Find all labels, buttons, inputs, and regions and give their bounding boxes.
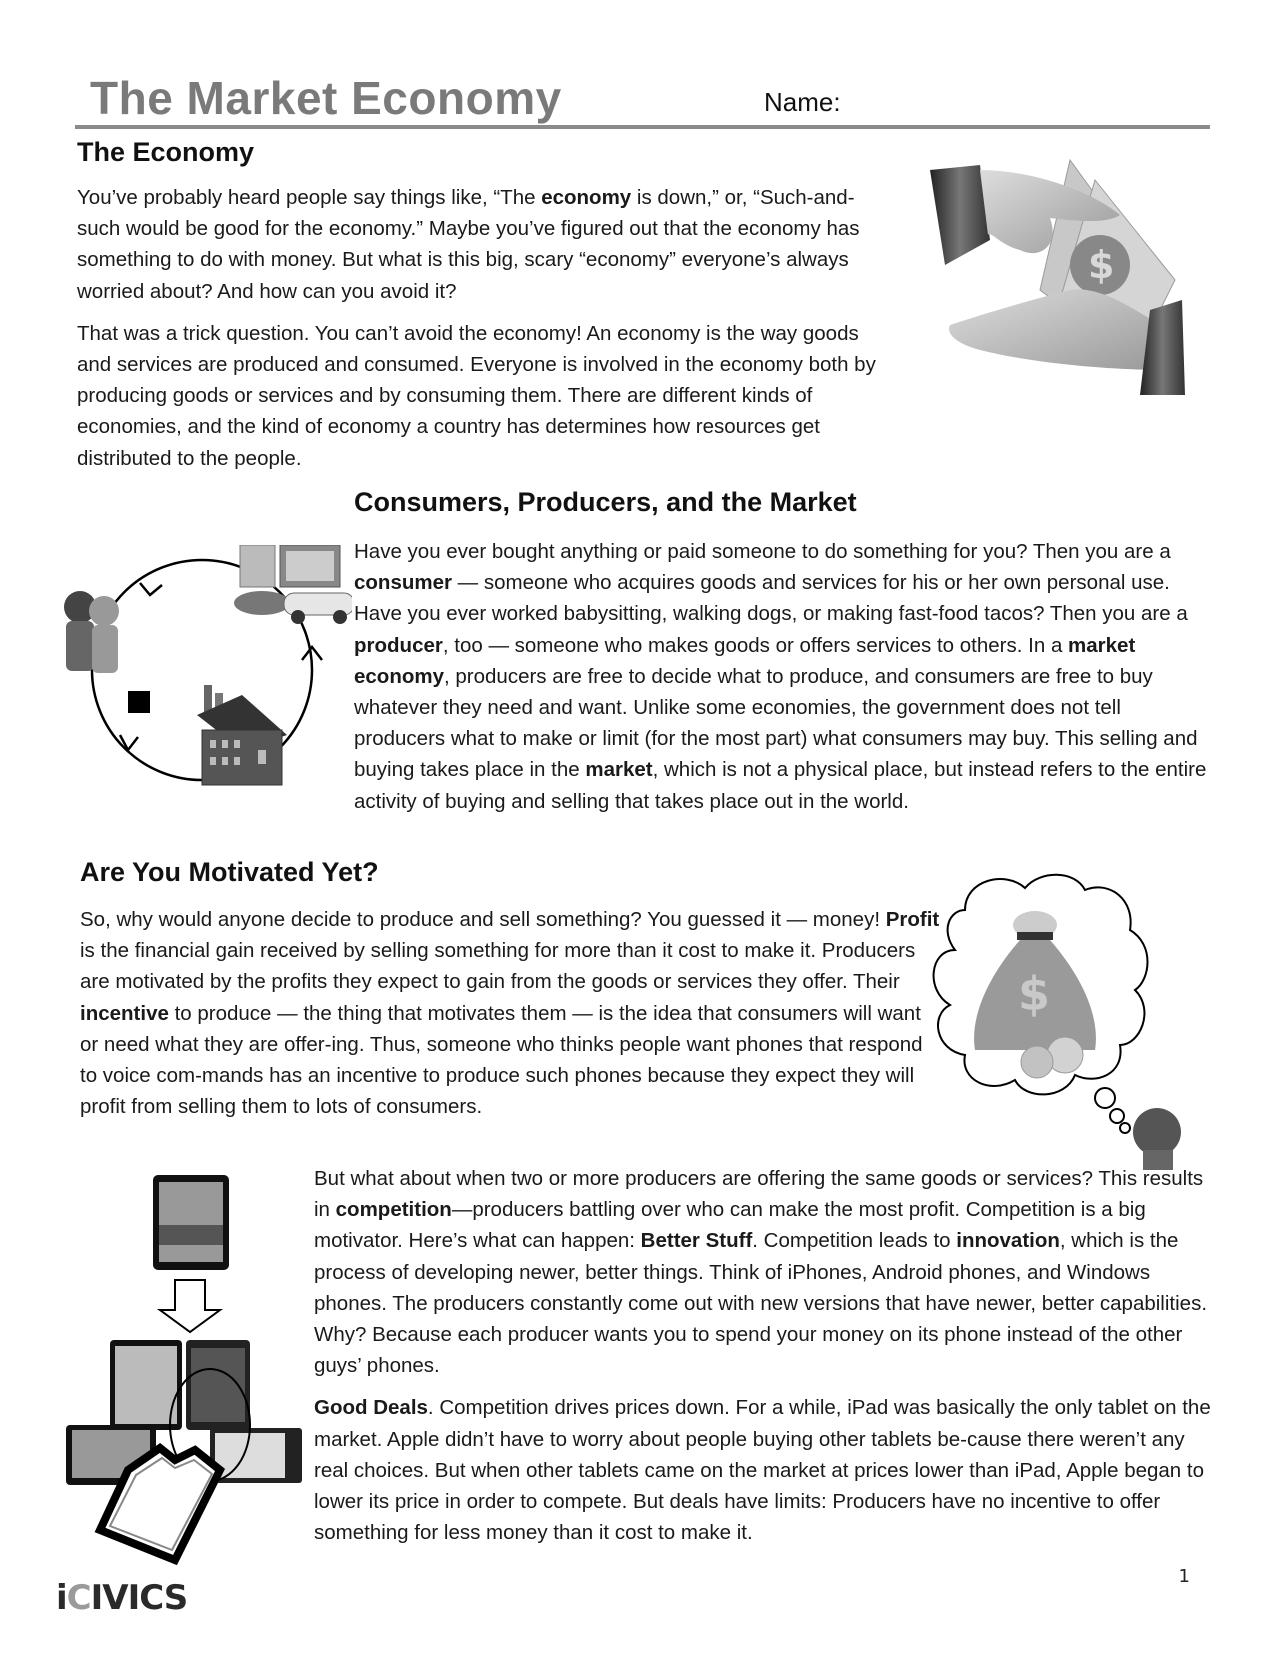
economy-paragraph-2: That was a trick question. You can’t avoid the economy! An economy is the way goods and services are produced and consumed. Everyone is involved in the economy both by producing goods or services and by consuming them. There are different kinds of economies, and the kind of economy a country has determines how resources get distributed to the people. bbox=[77, 321, 876, 470]
heading-the-economy: The Economy bbox=[77, 137, 255, 167]
key-term: Profit bbox=[885, 908, 940, 931]
motivated-body bbox=[80, 904, 940, 1133]
heading-are-you-motivated: Are You Motivated Yet? bbox=[80, 857, 379, 887]
logo-ivics: IVICS bbox=[90, 1578, 188, 1618]
key-term: Better Stuff bbox=[640, 1229, 753, 1253]
key-term: consumer bbox=[354, 571, 452, 595]
market-paragraph: Have you ever bought anything or paid someone to do something for you? Then you are a consumer — someone who acquires goods and services for his or her own personal use. Have you ever worked babysitting, walking dogs, or making fast-food tacos? Then you are a producer, too — someone who makes goods or offers services to others. In a market economy, producers are free to decide what to produce, and consumers are free to buy whatever they need and want. Unlike some economies, the government does not tell producers what to make or limit (for the most part) what consumers may buy. This selling and buying takes place in the market, which is not a physical place, but instead refers to the entire activity of buying and selling that takes place out in the world. bbox=[354, 540, 1207, 813]
heading-consumers-producers-market: Consumers, Producers, and the Market bbox=[354, 487, 857, 517]
motivated-paragraph: So, why would anyone decide to produce and sell something? You guessed it — money! Profit is the financial gain received by selling something for more than it cost to make it. Producers are motivated by the profits they expect to gain from the goods or services they offer. Their incentive to produce — the thing that motivates them — is the idea that consumers will want or need what they are offer-ing. Thus, someone who thinks people want phones that respond to voice com-mands has an incentive to produce such phones because they expect they will profit from selling them to lots of consumers. bbox=[80, 908, 940, 1119]
key-term: innovation bbox=[956, 1229, 1060, 1253]
tablets-price-tag-icon bbox=[60, 1170, 310, 1570]
competition-paragraph-better-stuff: But what about when two or more producers are offering the same goods or services? This results in competition—producers battling over who can make the most profit. Competition is a big motivator. Here’s what can happen: Better Stuff. Competition leads to innovation, which is the process of developing newer, better things. Think of iPhones, Android phones, and Windows phones. The producers constantly come out with new versions that have newer, better capabilities. Why? Because each producer wants you to spend your money on its phone instead of the other guys’ phones. bbox=[314, 1167, 1208, 1378]
market-body bbox=[354, 536, 1214, 828]
svg-text:$: $ bbox=[1088, 243, 1115, 287]
logo-i: i bbox=[56, 1578, 67, 1618]
title-underline-rule bbox=[75, 125, 1210, 129]
icivics-logo bbox=[56, 1578, 187, 1618]
key-term: economy bbox=[541, 186, 632, 209]
key-term: Good Deals bbox=[314, 1396, 428, 1420]
name-label: Name: bbox=[764, 87, 841, 117]
cycle-diagram-icon bbox=[52, 545, 352, 795]
thought-bubble-money-bag-icon bbox=[925, 870, 1195, 1170]
page-number: 1 bbox=[1178, 1566, 1190, 1587]
tablets-competition-illustration bbox=[60, 1170, 310, 1570]
economy-paragraph-1: You’ve probably heard people say things like, “The economy is down,” or, “Such-and-such would be good for the economy.” Maybe you’ve figured out that the economy has something to do with money. But what is this big, scary “economy” everyone’s always worried about? And how can you avoid it? bbox=[77, 186, 860, 303]
svg-text:$: $ bbox=[1018, 967, 1051, 1021]
logo-star-c-icon: C bbox=[66, 1578, 91, 1618]
key-term: market bbox=[585, 758, 653, 782]
circular-flow-diagram bbox=[52, 545, 352, 795]
key-term: competition bbox=[335, 1198, 452, 1222]
economy-body bbox=[77, 182, 877, 485]
competition-paragraph-good-deals: Good Deals. Competition drives prices down. For a while, iPad was basically the only tablet on the market. Apple didn’t have to worry about people buying other tablets be-cause there weren’t any real choices. But when other tablets came on the market at prices lower than iPad, Apple began to lower its price in order to compete. But deals have limits: Producers have no incentive to offer something for less money than it cost to make it. bbox=[314, 1396, 1211, 1545]
hands-money-icon bbox=[920, 150, 1190, 400]
page-title: The Market Economy bbox=[90, 72, 562, 124]
key-term: producer bbox=[354, 633, 443, 657]
competition-body bbox=[314, 1163, 1214, 1559]
money-bag-thought-illustration bbox=[925, 870, 1195, 1170]
money-exchange-illustration bbox=[920, 150, 1190, 400]
key-term: market economy bbox=[354, 633, 1136, 688]
key-term: incentive bbox=[80, 1001, 169, 1025]
